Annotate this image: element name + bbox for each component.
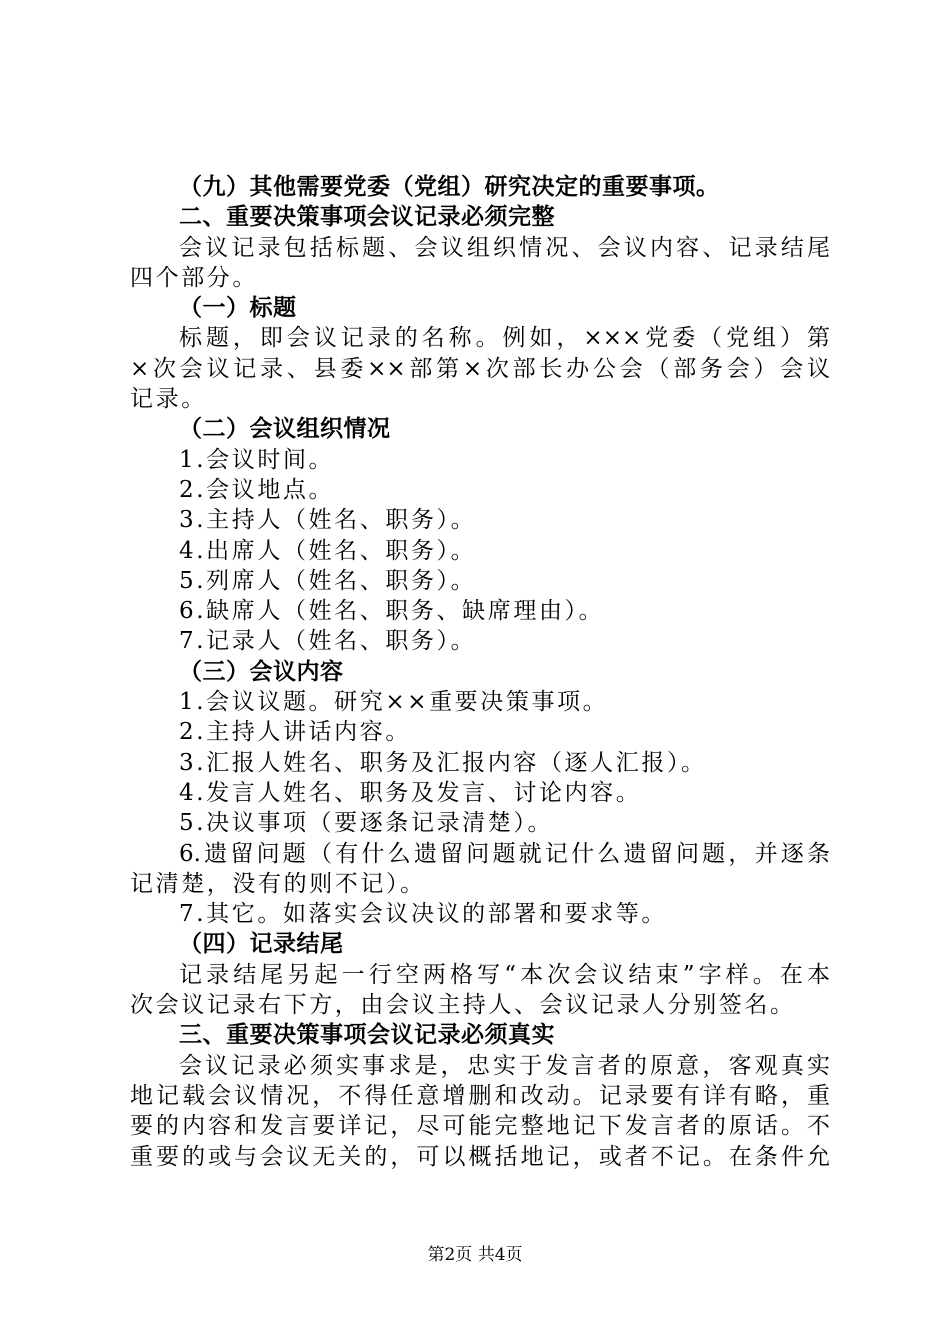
paragraph-line: 会议记录必须实事求是，忠实于发言者的原意，客观真实 [179, 1052, 830, 1079]
paragraph-line: 记录结尾另起一行空两格写“本次会议结束”字样。在本 [179, 961, 830, 988]
list-item: 3.汇报人姓名、职务及汇报内容（逐人汇报）。 [179, 749, 707, 776]
list-item: 3.主持人（姓名、职务）。 [179, 507, 477, 534]
paragraph-line: 记录。 [130, 386, 207, 413]
subsection-heading: （三）会议内容 [179, 658, 344, 685]
subsection-heading: （四）记录结尾 [179, 931, 344, 958]
paragraph-line: 标题，即会议记录的名称。例如，×××党委（党组）第 [179, 325, 830, 352]
list-item: 1.会议时间。 [179, 446, 335, 473]
list-item: 6.缺席人（姓名、职务、缺席理由）。 [179, 598, 605, 625]
paragraph-line: 四个部分。 [130, 264, 258, 291]
document-body [130, 172, 830, 1172]
paragraph-line: 地记载会议情况，不得任意增删和改动。记录要有详有略，重 [130, 1082, 830, 1109]
paragraph-line: 重要的或与会议无关的，可以概括地记，或者不记。在条件允 [130, 1143, 830, 1170]
list-item: 5.决议事项（要逐条记录清楚）。 [179, 810, 554, 837]
page-footer: 第2页 共4页 [427, 1245, 523, 1265]
subsection-heading: （一）标题 [179, 295, 297, 322]
list-item: 7.记录人（姓名、职务）。 [179, 628, 477, 655]
list-item: 2.主持人讲话内容。 [179, 719, 411, 746]
list-item: 1.会议议题。研究××重要决策事项。 [179, 689, 609, 716]
section-heading: 三、重要决策事项会议记录必须真实 [179, 1022, 555, 1049]
list-item: 5.列席人（姓名、职务）。 [179, 567, 477, 594]
paragraph-line: ×次会议记录、县委××部第×次部长办公会（部务会）会议 [130, 355, 830, 382]
list-item: 2.会议地点。 [179, 476, 335, 503]
section-heading: 二、重要决策事项会议记录必须完整 [179, 204, 555, 231]
paragraph-line: 次会议记录右下方，由会议主持人、会议记录人分别签名。 [130, 992, 796, 1019]
paragraph-line: 6.遗留问题（有什么遗留问题就记什么遗留问题，并逐条 [179, 840, 830, 867]
list-item: 4.出席人（姓名、职务）。 [179, 537, 477, 564]
paragraph-line: 记清楚，没有的则不记）。 [130, 870, 426, 897]
paragraph-line: 要的内容和发言要详记，尽可能完整地记下发言者的原话。不 [130, 1113, 830, 1140]
subsection-heading: （二）会议组织情况 [179, 416, 391, 443]
subsection-heading: （九）其他需要党委（党组）研究决定的重要事项。 [179, 174, 720, 200]
list-item: 4.发言人姓名、职务及发言、讨论内容。 [179, 779, 642, 806]
paragraph-line: 会议记录包括标题、会议组织情况、会议内容、记录结尾 [179, 234, 830, 261]
list-item: 7.其它。如落实会议决议的部署和要求等。 [179, 901, 667, 928]
